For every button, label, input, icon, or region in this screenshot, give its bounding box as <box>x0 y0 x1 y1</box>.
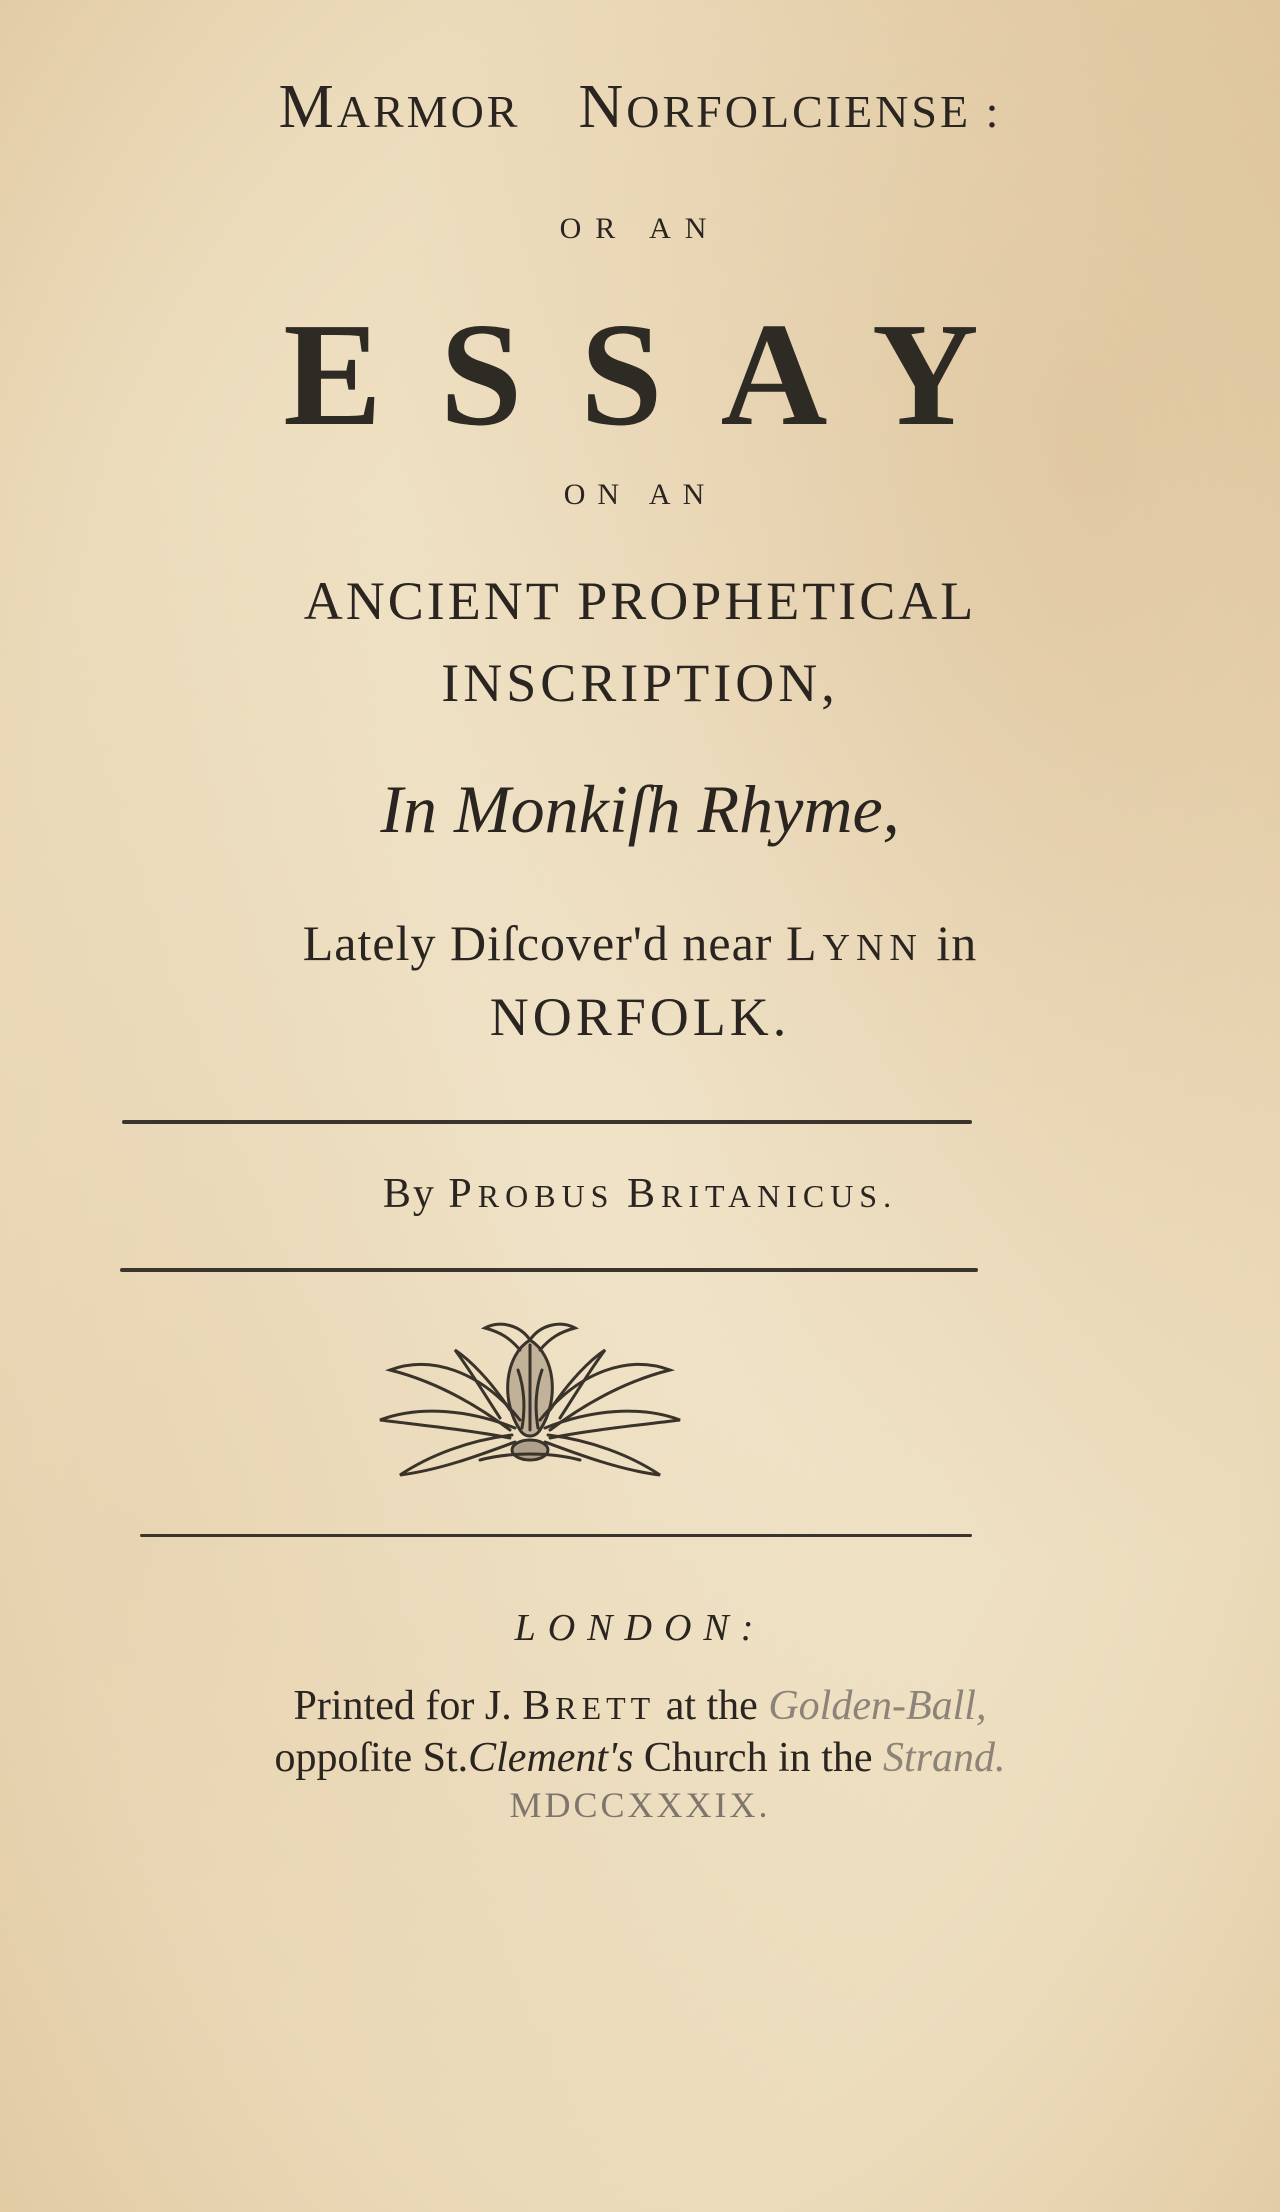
essay-heading: ESSAY <box>283 293 1037 457</box>
ancient-prophetical-line: ANCIENT PROPHETICAL <box>303 571 977 631</box>
place-initial: L <box>785 915 823 971</box>
imprint-printer-line <box>0 1682 1280 1730</box>
rule-middle <box>120 1268 978 1272</box>
lately-text: Lately Diſcover'd near <box>302 915 773 971</box>
church-text: Church in the <box>643 1735 873 1781</box>
title-initial: M <box>278 73 337 141</box>
author-initial: B <box>626 1171 661 1217</box>
byline-by: By <box>382 1171 436 1217</box>
title-word: ARMOR <box>336 86 521 137</box>
norfolk-line: NORFOLK. <box>489 987 791 1047</box>
place-name: YNN <box>822 927 923 969</box>
printer-initial: B <box>522 1683 556 1729</box>
rule-bottom <box>140 1534 972 1537</box>
author-initial: P <box>448 1171 478 1217</box>
on-an-line: ON AN <box>563 478 717 511</box>
or-an-line: OR AN <box>559 212 721 245</box>
author-byline <box>0 1170 1280 1218</box>
imprint-address-line <box>0 1734 1280 1782</box>
at-the-text: at the <box>665 1683 758 1729</box>
publication-date: MDCCXXXIX. <box>509 1785 771 1825</box>
printed-for-text: Printed for J. <box>293 1683 512 1729</box>
book-title <box>0 72 1280 143</box>
printer-name: RETT <box>555 1690 656 1726</box>
shop-sign: Golden-Ball, <box>768 1683 987 1729</box>
title-initial: N <box>578 73 627 141</box>
lately-in: in <box>936 915 978 971</box>
author-first-name: ROBUS <box>477 1178 615 1214</box>
title-word: ORFOLCIENSE : <box>626 86 1002 137</box>
opposite-text: oppoſite St. <box>274 1735 469 1781</box>
floral-ornament-icon <box>360 1310 700 1490</box>
monkish-rhyme-line: In Monkiſh Rhyme, <box>380 771 900 847</box>
author-last-name: RITANICUS. <box>660 1178 898 1214</box>
rule-top <box>122 1120 972 1124</box>
church-name: Clement's <box>468 1735 634 1781</box>
street-name: Strand. <box>883 1735 1006 1781</box>
inscription-line: INSCRIPTION, <box>441 653 839 713</box>
lately-discovered-line <box>0 914 1280 972</box>
imprint-city: LONDON: <box>514 1607 766 1649</box>
